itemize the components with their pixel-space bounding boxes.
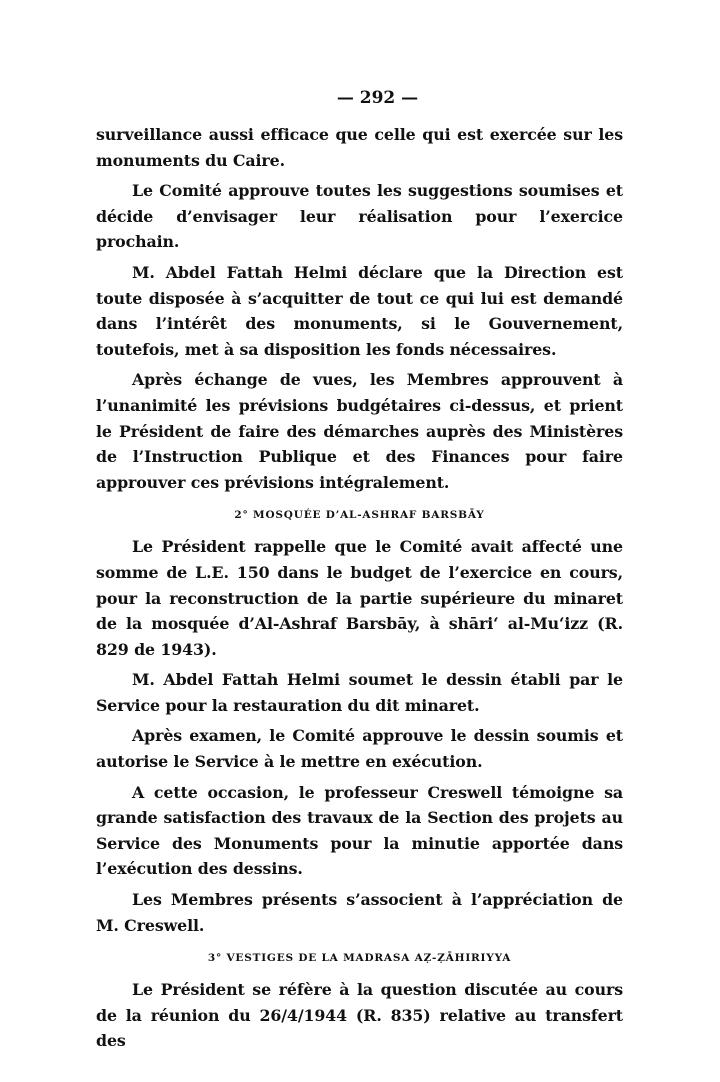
page-number: — 292 —	[336, 88, 419, 108]
paragraph: M. Abdel Fattah Helmi soumet le dessin établi par le Service pour la restauration du dit minaret.	[96, 670, 623, 715]
section-heading: 2° MOSQUÉE D’AL-ASHRAF BARSBĀY	[234, 509, 485, 522]
paragraph: Le Président rappelle que le Comité avait affecté une somme de L.E. 150 dans le budget de l’exercice en cours, pour la reconstruction de la partie supérieure du minaret de la mosquée d’Al-Ashraf Barsbāy, à shāri‘ al-Mu‘izz (R. 829 de 1943).	[96, 537, 623, 659]
paragraph: Le Président se réfère à la question discutée au cours de la réunion du 26/4/1944 (R. 835) relative au transfert des	[96, 980, 623, 1051]
paragraph: Après échange de vues, les Membres approuvent à l’unanimité les prévisions budgétaires ci-dessus, et prient le Président de faire des démarches auprès des Ministères de l’Instruction Publique et des Finances pour faire approuver ces prévisions intégralement.	[96, 370, 623, 492]
paragraph: Après examen, le Comité approuve le dessin soumis et autorise le Service à le mettre en exécution.	[96, 726, 623, 772]
section-heading: 3° VESTIGES DE LA MADRASA AẒ-ẒĀHIRIYYA	[207, 952, 512, 965]
paragraph: Les Membres présents s’associent à l’appréciation de M. Creswell.	[96, 890, 623, 935]
paragraph: Le Comité approuve toutes les suggestions soumises et décide d’envisager leur réalisation pour l’exercice prochain.	[96, 181, 623, 252]
paragraph: surveillance aussi efficace que celle qui est exercée sur les monuments du Caire.	[96, 125, 623, 170]
paragraph: M. Abdel Fattah Helmi déclare que la Direction est toute disposée à s’acquitter de tout ce qui lui est demandé dans l’intérêt des monuments, si le Gouvernement, toutefois, met à sa disposition les fonds nécessaires.	[96, 262, 623, 359]
document-page	[96, 88, 623, 1059]
paragraph: A cette occasion, le professeur Creswell témoigne sa grande satisfaction des travaux de la Section des projets au Service des Monuments pour la minutie apportée dans l’exécution des dessins.	[96, 782, 623, 879]
